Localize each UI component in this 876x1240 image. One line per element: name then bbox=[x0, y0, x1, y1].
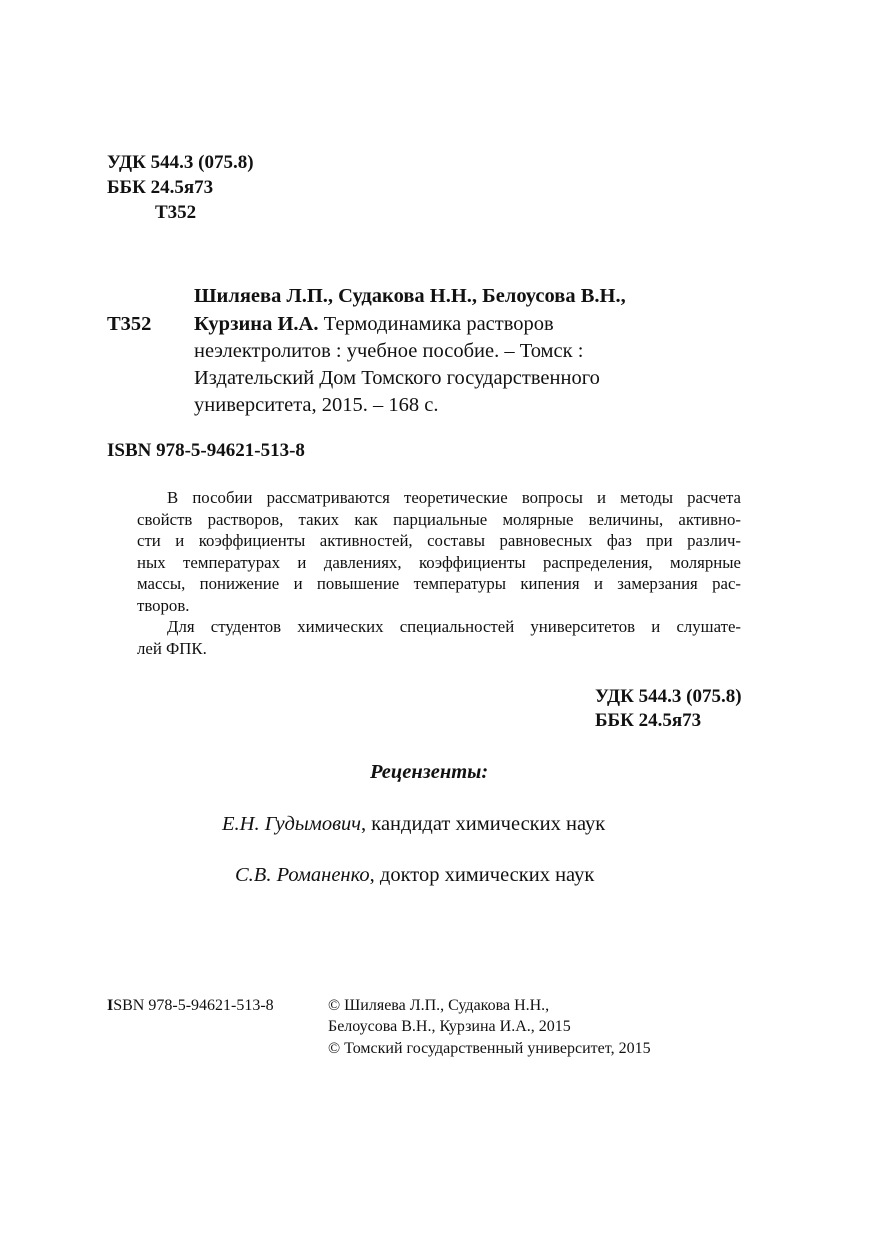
copyright-line2: Белоусова В.Н., Курзина И.А., 2015 bbox=[328, 1018, 571, 1035]
reviewer-2-title: , доктор химических наук bbox=[369, 864, 595, 886]
annotation bbox=[137, 487, 741, 659]
reviewers-heading: Рецензенты: bbox=[370, 761, 489, 783]
annotation-line: Для студентов химических специальностей университетов и слушате- bbox=[167, 617, 741, 636]
copyright-isbn-initial: I bbox=[107, 997, 114, 1014]
annotation-line: сти и коэффициенты активностей, составы равновесных фаз при различ- bbox=[137, 531, 741, 550]
udk-top: УДК 544.3 (075.8) bbox=[107, 152, 254, 173]
reviewer-1-name: Е.Н. Гудымович bbox=[222, 813, 362, 835]
citation-authors-line2: Курзина И.А. bbox=[194, 313, 319, 335]
reviewer-1-title: , кандидат химических наук bbox=[361, 813, 606, 835]
udk-right: УДК 544.3 (075.8) bbox=[595, 686, 742, 707]
annotation-line: массы, понижение и повышение температуры кипения и замерзания рас- bbox=[137, 574, 741, 593]
copyright-line3: © Томский государственный университет, 2015 bbox=[328, 1040, 651, 1057]
citation-line3: неэлектролитов : учебное пособие. – Томск : bbox=[194, 340, 584, 362]
citation-line2 bbox=[194, 313, 554, 336]
annotation-line: творов. bbox=[137, 595, 190, 615]
isbn-heading: ISBN 978-5-94621-513-8 bbox=[107, 440, 305, 461]
citation-line5: университета, 2015. – 168 с. bbox=[194, 394, 439, 416]
bbk-right: ББК 24.5я73 bbox=[595, 710, 702, 731]
reviewer-2-name: С.В. Романенко bbox=[235, 864, 370, 886]
reviewer-2 bbox=[235, 864, 594, 887]
citation-title-start: Термодинамика растворов bbox=[318, 313, 554, 335]
annotation-line: ных температурах и давлениях, коэффициенты распределения, молярные bbox=[137, 552, 741, 572]
citation-line4: Издательский Дом Томского государственного bbox=[194, 367, 600, 389]
copyright-isbn-rest: SBN 978-5-94621-513-8 bbox=[113, 997, 274, 1014]
bbk-top: ББК 24.5я73 bbox=[107, 177, 214, 198]
reviewer-1 bbox=[222, 813, 605, 836]
annotation-line: лей ФПК. bbox=[137, 638, 207, 658]
annotation-line: свойств растворов, таких как парциальные молярные величины, активно- bbox=[137, 509, 741, 529]
annotation-line: В пособии рассматриваются теоретические вопросы и методы расчета bbox=[167, 488, 741, 507]
citation-authors-line1: Шиляева Л.П., Судакова Н.Н., Белоусова В.Н., bbox=[194, 285, 626, 307]
copyright-isbn bbox=[107, 997, 274, 1015]
copyright-line1: © Шиляева Л.П., Судакова Н.Н., bbox=[328, 997, 550, 1014]
author-mark-citation: Т352 bbox=[107, 313, 152, 335]
author-mark-top: Т352 bbox=[155, 202, 197, 223]
